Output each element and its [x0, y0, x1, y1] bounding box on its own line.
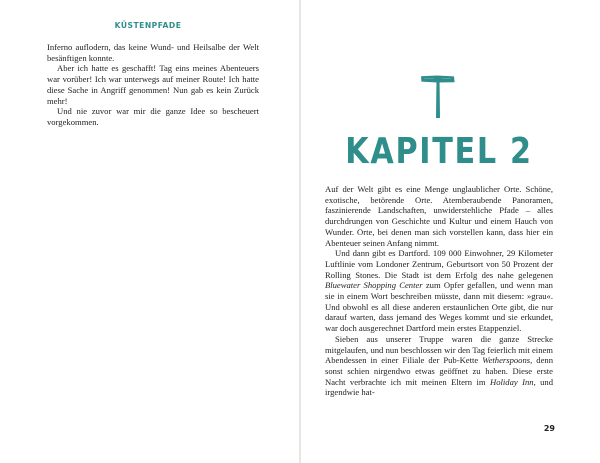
text-run: Auf der Welt gibt es eine Menge unglaublicher Orte. Schöne, exotische, betörende Orte. Atemberaubende Panoramen, faszinierende Landschaften, unwiderstehliche Pfade – alles durchdrungen von Geschichte und Kultur und einem Hauch von Wunder. Orte, bei denen man sich vorstellen kann, dass hier ein Abenteuer seinen Anfang nimmt. [325, 184, 553, 248]
body-paragraph [325, 334, 553, 398]
text-run: zum Opfer gefallen, und wenn man sie in einem Wort beschreiben müsste, dann mit diesem: »grau«. Und obwohl es all diese anderen erstaunlichen Orte gibt, die nur darauf warten, dass jemand des Weges kommt und sie erkundet, war doch ausgerechnet Dartford mein erstes Etappenziel. [325, 280, 553, 334]
right-page-body [325, 184, 553, 398]
text-run: Und dann gibt es Dartford. 109 000 Einwohner, 29 Kilometer Luftlinie vom Londoner Zentrum, Geburtsort von 50 Prozent der Rolling Stones. Die Stadt ist dem Erfolg des nahe gelegenen [325, 248, 553, 280]
italic-text: Holiday Inn [490, 376, 534, 387]
body-paragraph: Und nie zuvor war mir die ganze Idee so bescheuert vorgekommen. [47, 106, 259, 127]
italic-text: Wetherspoons [482, 355, 531, 366]
left-page-body [47, 42, 259, 128]
body-paragraph [325, 248, 553, 334]
left-page [0, 0, 299, 463]
body-paragraph: Inferno auflodern, das keine Wund- und Heilsalbe der Welt besänftigen konnte. [47, 42, 259, 63]
text-run: , und irgendwie hat- [325, 376, 554, 398]
signpost-icon [418, 69, 458, 119]
body-paragraph: Aber ich hatte es geschafft! Tag eins meines Abenteuers war vorüber! Ich war unterwegs auf meiner Route! Ich hatte diese Sache in Angriff genommen! Nun gab es kein Zurück mehr! [47, 63, 259, 106]
text-run: , denn sonst schien nirgendwo etwas geöffnet zu haben. Diese erste Nacht verbrachte ich mit meinen Eltern im [325, 355, 553, 387]
chapter-title: KAPITEL 2 [345, 131, 533, 172]
italic-text: Bluewater Shopping Center [325, 280, 423, 291]
running-head: KÜSTENPFADE [114, 21, 182, 30]
text-run: Sieben aus unserer Truppe waren die ganze Strecke mitgelaufen, und nun beschlossen wir den Tag feierlich mit einem Abendessen in einer Filiale der Pub-Kette [325, 333, 553, 366]
body-paragraph [325, 184, 553, 248]
page-number: 29 [543, 424, 555, 433]
